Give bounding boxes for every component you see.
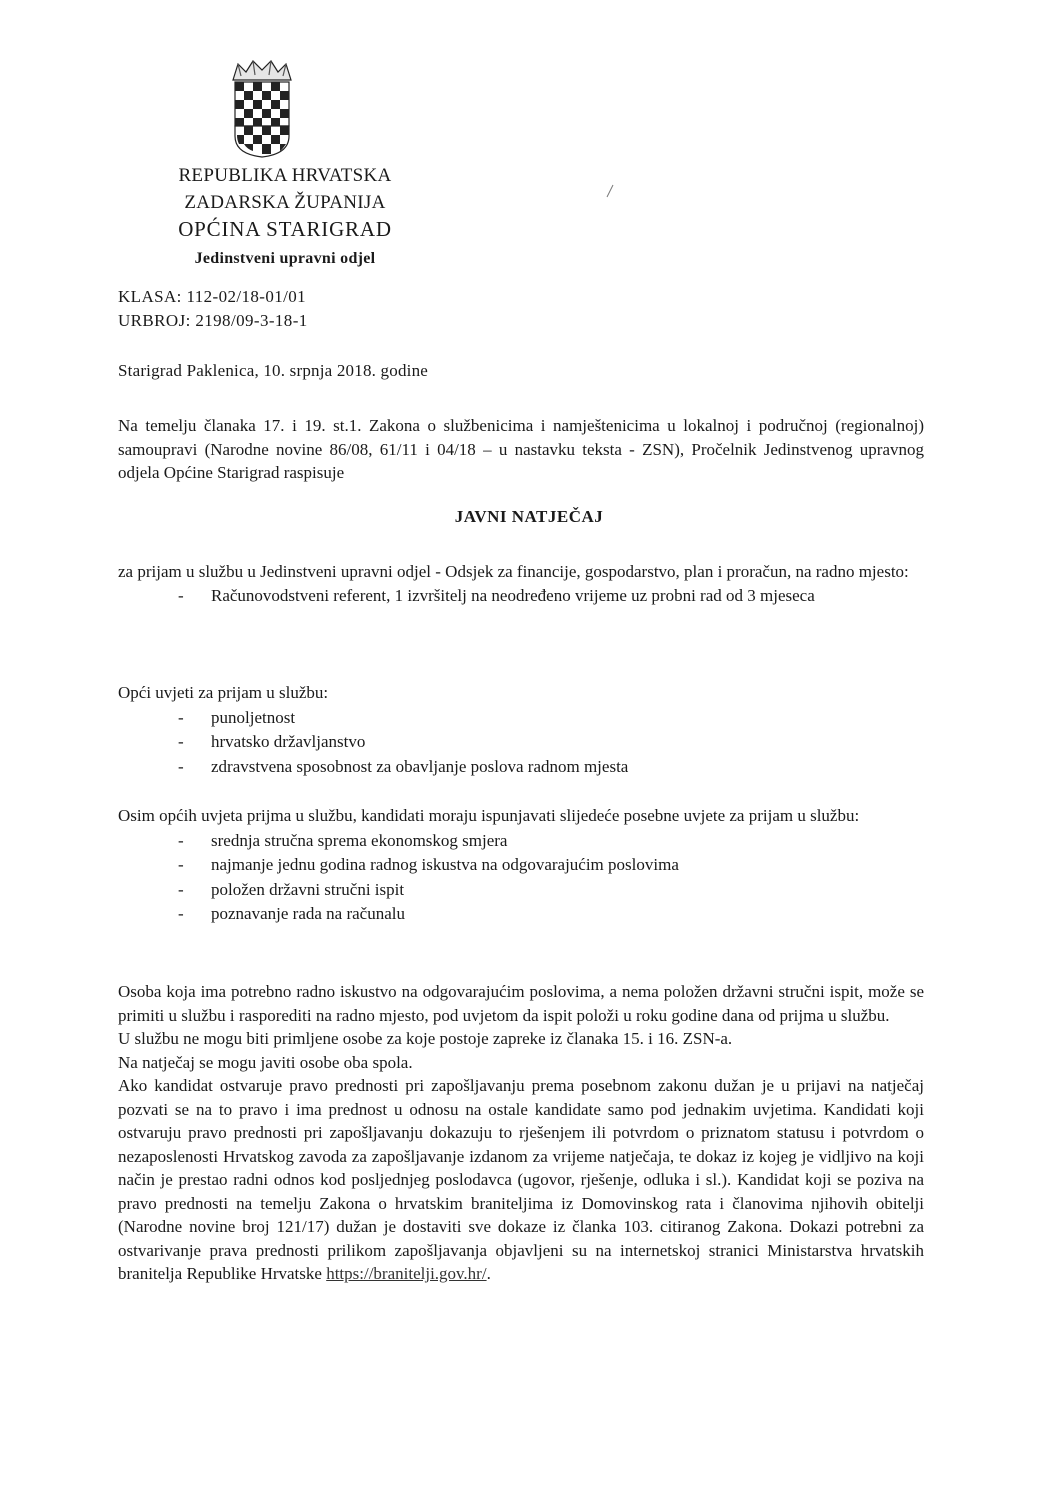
- ministry-link[interactable]: https://branitelji.gov.hr/: [326, 1264, 487, 1283]
- header-country: REPUBLIKA HRVATSKA: [178, 165, 392, 186]
- list-item: - Računovodstveni referent, 1 izvršitelj na neodređeno vrijeme uz probni rad od 3 mjeseca: [118, 584, 924, 608]
- exam-paragraph: Osoba koja ima potrebno radno iskustvo na odgovarajućim poslovima, a nema položen državni stručni ispit, može se primiti u službu i rasporediti na radno mjesto, pod uvjetom da ispit položi u roku godine dana od prijma u službu.: [118, 982, 924, 1025]
- header-municipality: OPĆINA STARIGRAD: [178, 217, 392, 241]
- header-department: Jedinstveni upravni odjel: [194, 250, 376, 267]
- obstacles-paragraph: U službu ne mogu biti primljene osobe za koje postoje zapreke iz članaka 15. i 16. ZSN-a.: [118, 1029, 733, 1048]
- priority-text: Ako kandidat ostvaruje pravo prednosti pri zapošljavanju prema posebnom zakonu dužan je u prijavi na natječaj pozvati se na to pravo i ima prednost u odnosu na ostale kandidate samo pod jednakim uvjetima. Kandidati koji ostvaruju pravo prednosti pri zapošljavanju dokazuju to rješenjem ili potvrdom o priznatom statusu i potvrdom o nezaposlenosti Hrvatskog zavoda za zapošljavanje izdanom za vrijeme natječaja, te dokaz iz kojeg je vidljivo na koji način je prestao radni odnos kod posljednjeg poslodavca (ugovor, rješenje, odluka i sl.). Kandidat koji se poziva na pravo prednosti na temelju Zakona o hrvatskim braniteljima iz Domovinskog rata i članovima njihovih obitelji (Narodne novine broj 121/17) dužan je dostaviti sve dokaze iz članka 103. citiranog Zakona. Dokazi potrebni za ostvarivanje prava prednosti prilikom zapošljavanja objavljeni su na internetskoj stranici Ministarstva hrvatskih branitelja Republike Hrvatske: [118, 1076, 924, 1283]
- position-intro: za prijam u službu u Jedinstveni upravni odjel - Odsjek za financije, gospodarstvo, plan i proračun, na radno mjesto:: [118, 562, 909, 581]
- general-heading: Opći uvjeti za prijam u službu:: [118, 683, 329, 702]
- special-conditions-section: [118, 804, 924, 927]
- gender-paragraph: Na natječaj se mogu javiti osobe oba spola.: [118, 1052, 413, 1072]
- reference-numbers: [118, 285, 308, 333]
- issuer-header: [160, 162, 410, 272]
- closing-section: [118, 980, 924, 1286]
- intro-paragraph: Na temelju članaka 17. i 19. st.1. Zakona o službenicima i namještenicima u lokalnoj i područnoj (regionalnoj) samoupravi (Narodne novine 86/08, 61/11 i 04/18 – u nastavku teksta - ZSN), Pročelnik Jedinstvenog upravnog odjela Općine Starigrad raspisuje: [118, 416, 924, 482]
- urbroj: URBROJ: 2198/09-3-18-1: [118, 311, 308, 330]
- list-item: - zdravstvena sposobnost za obavljanje poslova radnom mjesta: [118, 755, 924, 780]
- priority-end: .: [486, 1264, 491, 1283]
- header-county: ZADARSKA ŽUPANIJA: [184, 192, 386, 213]
- special-list: [118, 829, 924, 927]
- position-section: [118, 560, 924, 607]
- position-list: [118, 584, 924, 608]
- list-item: - poznavanje rada na računalu: [118, 902, 924, 927]
- coat-of-arms-icon: [229, 58, 295, 158]
- list-item: - hrvatsko državljanstvo: [118, 730, 924, 755]
- general-list: [118, 706, 924, 780]
- klasa: KLASA: 112-02/18-01/01: [118, 287, 307, 306]
- list-item: - najmanje jednu godina radnog iskustva na odgovarajućim poslovima: [118, 853, 924, 878]
- priority-paragraph: [118, 1074, 924, 1286]
- special-heading: Osim općih uvjeta prijma u službu, kandidati moraju ispunjavati slijedeće posebne uvjete za prijam u službu:: [118, 806, 860, 825]
- document-title: JAVNI NATJEČAJ: [454, 507, 604, 526]
- list-item: - srednja stručna sprema ekonomskog smjera: [118, 829, 924, 854]
- list-item: - punoljetnost: [118, 706, 924, 731]
- list-item: - položen državni stručni ispit: [118, 878, 924, 903]
- pen-mark: [606, 184, 614, 198]
- general-conditions-section: [118, 681, 924, 779]
- place-and-date: Starigrad Paklenica, 10. srpnja 2018. godine: [118, 361, 429, 380]
